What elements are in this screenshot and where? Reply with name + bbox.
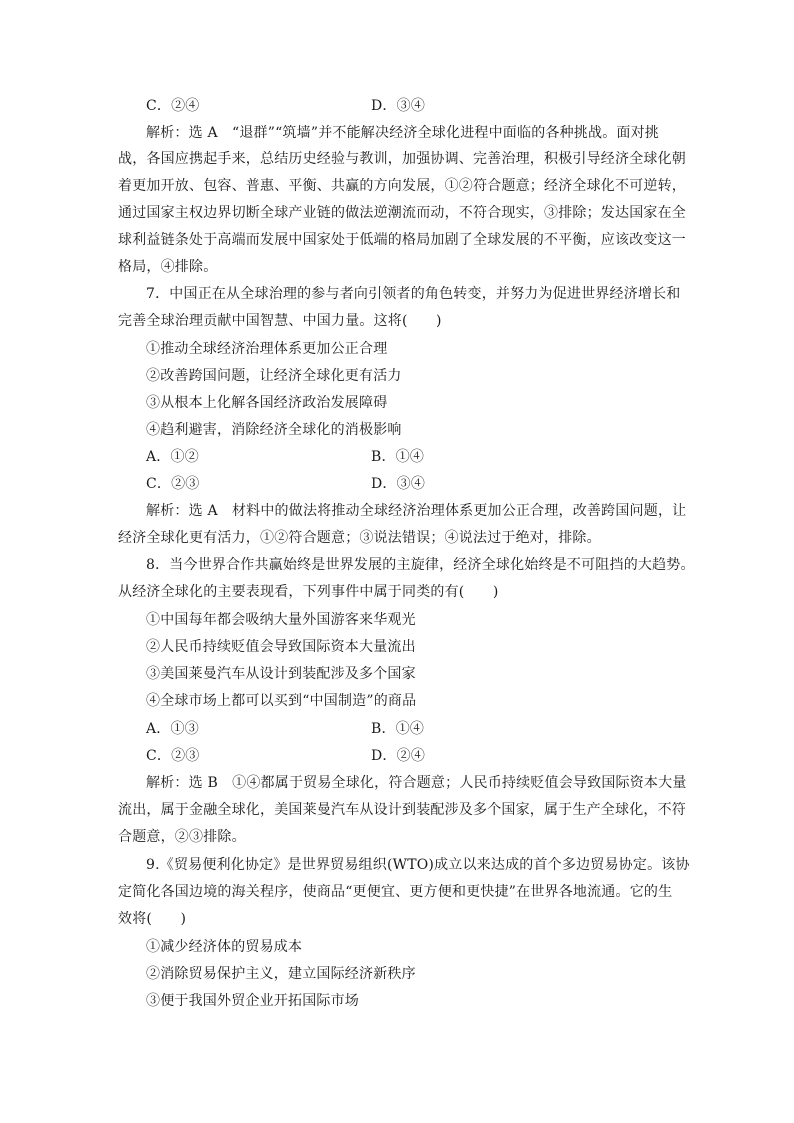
q7-stem-line: 7．中国正在从全球治理的参与者向引领者的角色转变，并努力为促进世界经济增长和 [146,286,681,302]
q6-analysis-line: 球利益链条处于高端而发展中国家处于低端的格局加剧了全球发展的不平衡，应该改变这一 [118,232,686,248]
q8-stem-line: 8．当今世界合作共赢始终是世界发展的主旋律，经济全球化始终是不可阻挡的大趋势。 [146,557,695,573]
q6-option-d: D．③④ [371,98,426,114]
q8-item: ①中国每年都会吸纳大量外国游客来华观光 [146,612,416,628]
q8-analysis-line: 解析：选 B ①④都属于贸易全球化，符合题意；人民币持续贬值会导致国际资本大量 [146,775,687,791]
q7-stem-line: 完善全球治理贡献中国智慧、中国力量。这将( ) [118,313,442,329]
q9-stem-line: 9.《贸易便利化协定》是世界贸易组织(WTO)成立以来达成的首个多边贸易协定。该协 [146,857,690,873]
q9-item: ①减少经济体的贸易成本 [146,939,303,955]
q9-stem-line: 定简化各国边境的海关程序，使商品“更便宜、更方便和更快捷”在世界各地流通。它的生 [118,884,673,900]
q7-item: ①推动全球经济治理体系更加公正合理 [146,341,388,357]
q9-item: ②消除贸易保护主义，建立国际经济新秩序 [146,966,416,982]
q8-option-d: D．②④ [371,748,426,764]
q6-analysis-line: 战，各国应携起手来，总结历史经验与教训，加强协调、完善治理，积极引导经济全球化朝 [118,151,686,167]
q7-option-b: B．①④ [371,449,425,465]
q8-item: ④全球市场上都可以买到“中国制造”的商品 [146,693,417,709]
q8-stem-line: 从经济全球化的主要表现看，下列事件中属于同类的有( ) [118,584,499,600]
q6-analysis-line: 通过国家主权边界切断全球产业链的做法逆潮流而动，不符合现实，③排除；发达国家在全 [118,205,686,221]
q8-option-c: C．②③ [146,748,200,764]
q8-option-a: A．①③ [146,721,199,737]
q6-analysis-line: 着更加开放、包容、普惠、平衡、共赢的方向发展，①②符合题意；经济全球化不可逆转， [118,178,686,194]
q6-option-c: C．②④ [146,98,200,114]
q7-item: ②改善跨国问题，让经济全球化更有活力 [146,368,402,384]
q6-analysis-line: 解析：选 A “退群”“筑墙”并不能解决经济全球化进程中面临的各种挑战。面对挑 [146,125,659,141]
q7-option-c: C．②③ [146,476,200,492]
q8-item: ②人民币持续贬值会导致国际资本大量流出 [146,639,416,655]
q7-item: ③从根本上化解各国经济政治发展障碍 [146,395,388,411]
q7-analysis-line: 解析：选 A 材料中的做法将推动全球经济治理体系更加公正合理，改善跨国问题，让 [146,503,687,519]
q7-analysis-line: 经济全球化更有活力，①②符合题意；③说法错误；④说法过于绝对，排除。 [118,530,601,546]
q7-item: ④趋利避害，消除经济全球化的消极影响 [146,422,402,438]
q8-item: ③美国莱曼汽车从设计到装配涉及多个国家 [146,666,416,682]
q9-item: ③便于我国外贸企业开拓国际市场 [146,993,359,1009]
q8-option-b: B．①④ [371,721,425,737]
q8-analysis-line: 合题意，②③排除。 [118,829,246,845]
q7-option-a: A．①② [146,449,199,465]
q6-analysis-line: 格局，④排除。 [118,259,218,275]
q7-option-d: D．③④ [371,476,426,492]
q9-stem-line: 效将( ) [118,911,187,927]
q8-analysis-line: 流出，属于金融全球化，美国莱曼汽车从设计到装配涉及多个国家，属于生产全球化，不符 [118,802,686,818]
